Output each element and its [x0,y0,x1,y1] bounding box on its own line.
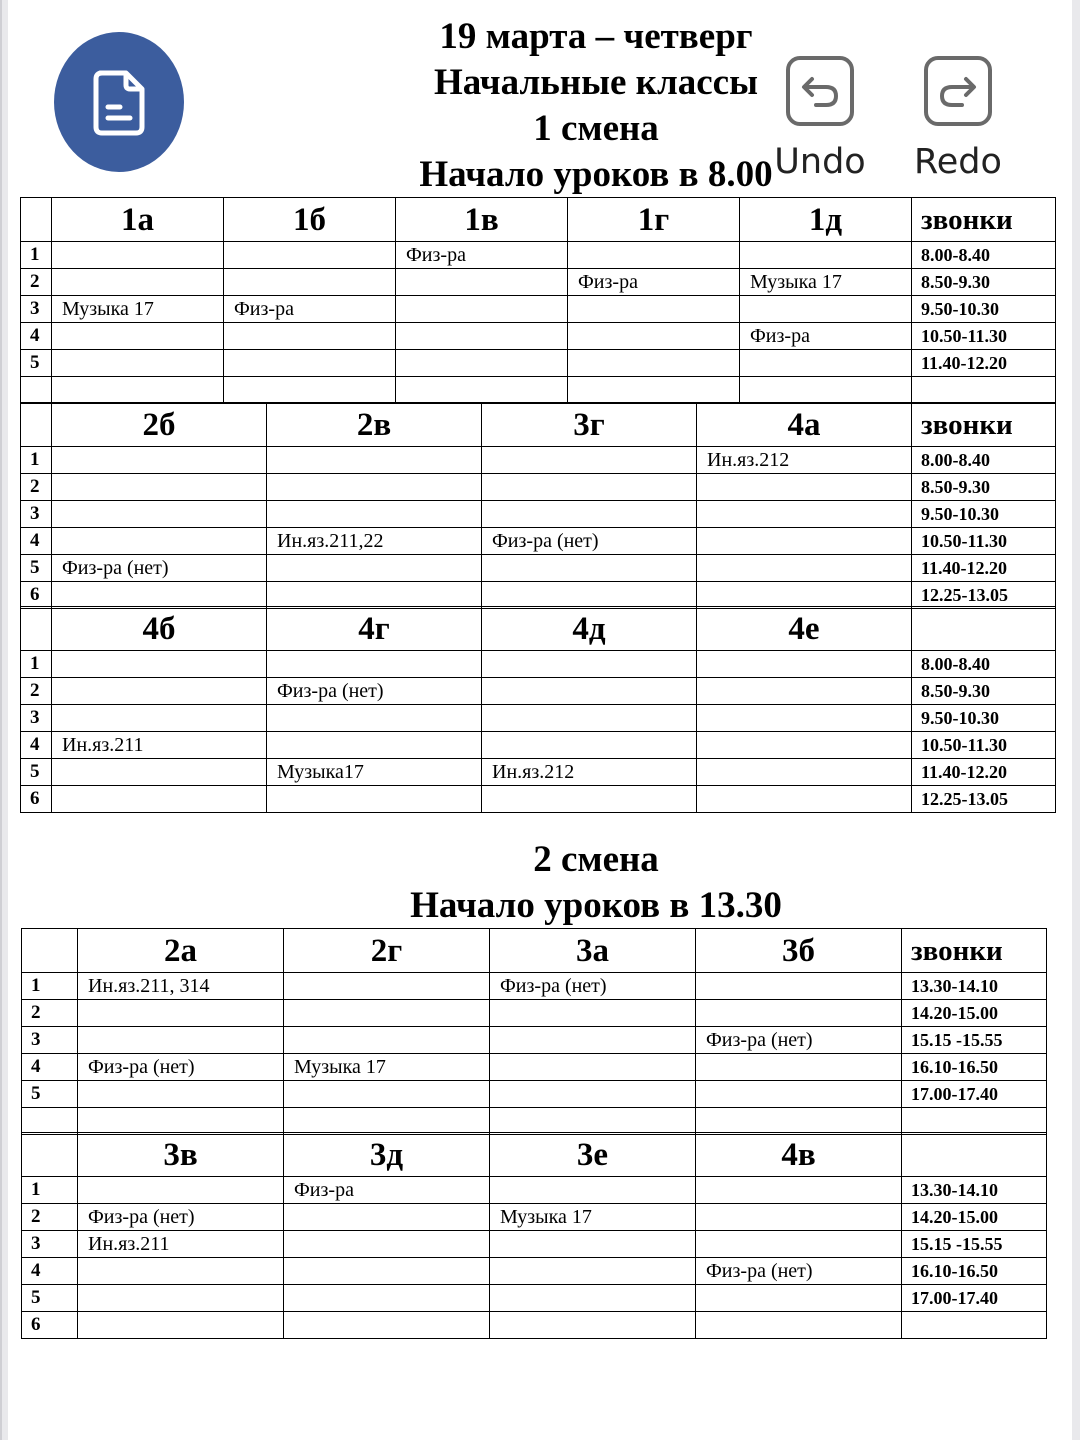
bells-header: звонки [912,198,1056,242]
lesson-cell [697,786,912,813]
table-header-row [21,403,1056,447]
table-row [21,759,1056,786]
bell-time: 9.50-10.30 [912,296,1056,323]
table-header-row [21,198,1056,242]
lesson-cell [267,582,482,609]
lesson-cell [568,377,740,404]
lesson-cell [740,242,912,269]
lesson-cell: Ин.яз.211 [52,732,267,759]
lesson-cell [284,973,490,1000]
bells-header [902,1133,1047,1177]
lesson-cell [482,732,697,759]
table-header-row [22,929,1047,973]
table-row [21,323,1056,350]
lesson-cell [697,705,912,732]
bell-time: 8.50-9.30 [912,269,1056,296]
lesson-cell [224,377,396,404]
class-header: 1д [740,198,912,242]
start1-line: Начало уроков в 8.00 [419,154,773,195]
lesson-cell [284,1258,490,1285]
class-header: 2б [52,403,267,447]
table-row [22,1027,1047,1054]
lesson-cell [696,1285,902,1312]
class-header: 2г [284,929,490,973]
lesson-cell [697,501,912,528]
lesson-number: 3 [22,1027,78,1054]
lesson-cell: Ин.яз.212 [482,759,697,786]
lesson-cell [697,678,912,705]
lesson-cell: Физ-ра [740,323,912,350]
lesson-cell [697,759,912,786]
lesson-number: 5 [22,1081,78,1108]
lesson-cell [284,1285,490,1312]
bell-time: 17.00-17.40 [902,1081,1047,1108]
lesson-number [21,377,52,404]
lesson-cell [224,350,396,377]
lesson-number: 2 [21,678,52,705]
bell-time: 16.10-16.50 [902,1258,1047,1285]
lesson-number: 4 [21,732,52,759]
lesson-cell [482,501,697,528]
lesson-cell [697,555,912,582]
lesson-cell [396,296,568,323]
lesson-cell: Музыка 17 [284,1054,490,1081]
lesson-number: 1 [22,1177,78,1204]
lesson-cell [696,973,902,1000]
lesson-number: 3 [21,705,52,732]
lesson-cell [267,447,482,474]
lesson-number: 5 [22,1285,78,1312]
bell-time [902,1108,1047,1135]
class-header: 2а [78,929,284,973]
bell-time: 16.10-16.50 [902,1054,1047,1081]
header-cell [21,198,52,242]
table-row [22,1081,1047,1108]
lesson-number [22,1108,78,1135]
schedule-table-shift1-group2 [20,402,1056,609]
class-header: 3в [78,1133,284,1177]
lesson-cell [224,242,396,269]
lesson-number: 6 [22,1312,78,1339]
schedule-table-shift2-group2 [21,1132,1047,1339]
lesson-cell [78,1258,284,1285]
lesson-cell [52,474,267,501]
lesson-number: 1 [22,973,78,1000]
lesson-cell [224,323,396,350]
lesson-cell [696,1054,902,1081]
schedule-table-shift1-group3 [20,606,1056,813]
lesson-cell [740,350,912,377]
lesson-cell [284,1312,490,1339]
bell-time: 10.50-11.30 [912,732,1056,759]
lesson-cell: Физ-ра (нет) [482,528,697,555]
lesson-cell: Физ-ра [224,296,396,323]
shift2-title [6,837,1080,929]
lesson-cell [52,242,224,269]
lesson-cell: Физ-ра (нет) [52,555,267,582]
lesson-cell [568,323,740,350]
table-row [21,732,1056,759]
lesson-cell [267,786,482,813]
lesson-number: 4 [21,528,52,555]
lesson-cell [396,269,568,296]
class-header: 4г [267,607,482,651]
table-header-row [21,607,1056,651]
lesson-cell [568,350,740,377]
lesson-cell [696,1108,902,1135]
lesson-cell: Музыка 17 [740,269,912,296]
undo-label: Undo [774,142,866,182]
class-header: 3е [490,1133,696,1177]
lesson-number: 2 [21,474,52,501]
lesson-cell [697,474,912,501]
lesson-cell [696,1204,902,1231]
section-line: Начальные классы [433,62,758,103]
lesson-cell [78,1108,284,1135]
lesson-cell: Физ-ра (нет) [78,1204,284,1231]
class-header: 3б [696,929,902,973]
lesson-number: 2 [22,1000,78,1027]
lesson-cell [267,732,482,759]
undo-button[interactable] [760,56,880,182]
lesson-cell [396,323,568,350]
lesson-cell [396,377,568,404]
lesson-cell [267,705,482,732]
lesson-cell: Физ-ра (нет) [490,973,696,1000]
lesson-number: 5 [21,759,52,786]
table-row [21,528,1056,555]
header-cell [21,403,52,447]
undo-icon [786,56,854,126]
table-row [21,582,1056,609]
schedule-table-shift1-grade1 [20,197,1056,404]
table-row [21,242,1056,269]
lesson-cell [697,651,912,678]
lesson-cell: Физ-ра [284,1177,490,1204]
bell-time: 8.00-8.40 [912,651,1056,678]
lesson-cell [490,1312,696,1339]
bell-time: 13.30-14.10 [902,1177,1047,1204]
lesson-cell [482,786,697,813]
table-row [21,377,1056,404]
class-header: 1а [52,198,224,242]
lesson-number: 3 [21,501,52,528]
class-header: 1в [396,198,568,242]
lesson-cell [284,1081,490,1108]
bells-header: звонки [902,929,1047,973]
lesson-cell [78,1081,284,1108]
lesson-number: 6 [21,786,52,813]
lesson-cell [284,1027,490,1054]
bell-time: 11.40-12.20 [912,350,1056,377]
header-cell [22,1133,78,1177]
table-row [21,296,1056,323]
lesson-cell [482,447,697,474]
lesson-cell [52,377,224,404]
start2-line: Начало уроков в 13.30 [410,885,782,926]
redo-label: Redo [914,142,1002,182]
lesson-cell: Ин.яз.211, 314 [78,973,284,1000]
lesson-cell [52,323,224,350]
lesson-number: 4 [22,1054,78,1081]
lesson-cell [267,555,482,582]
lesson-cell [696,1231,902,1258]
lesson-cell [696,1000,902,1027]
lesson-cell [490,1027,696,1054]
class-header: 2в [267,403,482,447]
lesson-number: 3 [22,1231,78,1258]
lesson-cell [284,1231,490,1258]
table-row [22,1054,1047,1081]
lesson-number: 3 [21,296,52,323]
lesson-number: 4 [22,1258,78,1285]
class-header: 3а [490,929,696,973]
lesson-cell [78,1285,284,1312]
lesson-cell [696,1177,902,1204]
lesson-cell [568,296,740,323]
lesson-cell [52,651,267,678]
bell-time: 15.15 -15.55 [902,1231,1047,1258]
table-row [22,1231,1047,1258]
table-row [21,501,1056,528]
lesson-number: 2 [22,1204,78,1231]
lesson-cell [696,1081,902,1108]
table-row [22,973,1047,1000]
lesson-cell [482,705,697,732]
table-row [21,269,1056,296]
bell-time: 10.50-11.30 [912,528,1056,555]
lesson-cell [52,678,267,705]
lesson-cell [78,1000,284,1027]
lesson-cell: Физ-ра (нет) [696,1027,902,1054]
table-row [22,1108,1047,1135]
lesson-cell [396,350,568,377]
bell-time: 13.30-14.10 [902,973,1047,1000]
lesson-cell [697,528,912,555]
lesson-cell [78,1027,284,1054]
table-row [21,447,1056,474]
lesson-cell [284,1000,490,1027]
lesson-cell [697,732,912,759]
table-row [21,678,1056,705]
schedule-table-shift2-group1 [21,928,1047,1135]
bell-time [912,377,1056,404]
lesson-cell: Физ-ра [396,242,568,269]
bell-time: 10.50-11.30 [912,323,1056,350]
lesson-cell [52,759,267,786]
table-row [21,651,1056,678]
class-header: 4д [482,607,697,651]
lesson-cell [284,1108,490,1135]
document-button[interactable] [54,32,184,172]
lesson-cell: Физ-ра (нет) [267,678,482,705]
lesson-cell [52,350,224,377]
lesson-cell [696,1312,902,1339]
bell-time: 14.20-15.00 [902,1000,1047,1027]
lesson-cell [490,1081,696,1108]
class-header: 3г [482,403,697,447]
lesson-cell [52,501,267,528]
lesson-cell: Ин.яз.212 [697,447,912,474]
document-icon [88,67,150,137]
lesson-cell [284,1204,490,1231]
bell-time: 11.40-12.20 [912,759,1056,786]
header-cell [22,929,78,973]
bells-header: звонки [912,403,1056,447]
lesson-number: 1 [21,447,52,474]
bell-time: 8.50-9.30 [912,678,1056,705]
class-header: 4в [696,1133,902,1177]
lesson-cell [740,377,912,404]
class-header: 1б [224,198,396,242]
lesson-cell [78,1312,284,1339]
table-header-row [22,1133,1047,1177]
bell-time: 8.00-8.40 [912,447,1056,474]
lesson-cell [740,296,912,323]
table-row [21,350,1056,377]
lesson-cell [490,1108,696,1135]
lesson-number: 2 [21,269,52,296]
bell-time: 17.00-17.40 [902,1285,1047,1312]
bell-time: 14.20-15.00 [902,1204,1047,1231]
date-line: 19 марта – четверг [439,16,753,57]
bell-time: 8.00-8.40 [912,242,1056,269]
lesson-number: 5 [21,350,52,377]
class-header: 4е [697,607,912,651]
lesson-number: 4 [21,323,52,350]
table-row [22,1312,1047,1339]
lesson-cell: Музыка 17 [52,296,224,323]
bell-time: 8.50-9.30 [912,474,1056,501]
lesson-number: 1 [21,651,52,678]
lesson-cell [482,651,697,678]
lesson-number: 5 [21,555,52,582]
lesson-cell [482,555,697,582]
bell-time: 15.15 -15.55 [902,1027,1047,1054]
bell-time: 12.25-13.05 [912,786,1056,813]
bell-time: 11.40-12.20 [912,555,1056,582]
lesson-cell: Физ-ра (нет) [696,1258,902,1285]
lesson-cell [224,269,396,296]
lesson-cell: Физ-ра [568,269,740,296]
lesson-cell [490,1285,696,1312]
class-header: 4а [697,403,912,447]
bell-time: 9.50-10.30 [912,705,1056,732]
lesson-cell: Ин.яз.211,22 [267,528,482,555]
bell-time [902,1312,1047,1339]
lesson-cell: Музыка 17 [490,1204,696,1231]
lesson-cell [490,1258,696,1285]
lesson-cell [267,651,482,678]
lesson-cell [78,1177,284,1204]
lesson-cell [568,242,740,269]
lesson-cell [490,1054,696,1081]
lesson-cell: Ин.яз.211 [78,1231,284,1258]
class-header: 1г [568,198,740,242]
lesson-cell [52,582,267,609]
lesson-cell [52,786,267,813]
shift2-line: 2 смена [533,839,659,880]
class-header: 3д [284,1133,490,1177]
bells-header [912,607,1056,651]
header-cell [21,607,52,651]
lesson-number: 1 [21,242,52,269]
table-row [21,555,1056,582]
lesson-cell [490,1177,696,1204]
lesson-cell [52,528,267,555]
lesson-cell [52,269,224,296]
lesson-cell [52,447,267,474]
table-row [22,1000,1047,1027]
lesson-cell [490,1000,696,1027]
table-row [22,1177,1047,1204]
redo-button[interactable] [898,56,1018,182]
lesson-cell: Музыка17 [267,759,482,786]
lesson-cell [267,474,482,501]
bell-time: 9.50-10.30 [912,501,1056,528]
lesson-cell [697,582,912,609]
lesson-cell [52,705,267,732]
viewer-edge [0,0,2,1440]
table-row [22,1258,1047,1285]
redo-icon [924,56,992,126]
class-header: 4б [52,607,267,651]
table-row [21,705,1056,732]
table-row [22,1204,1047,1231]
table-row [21,474,1056,501]
lesson-cell [267,501,482,528]
lesson-cell [490,1231,696,1258]
lesson-number: 6 [21,582,52,609]
bell-time: 12.25-13.05 [912,582,1056,609]
lesson-cell [482,582,697,609]
lesson-cell [482,678,697,705]
lesson-cell: Физ-ра (нет) [78,1054,284,1081]
lesson-cell [482,474,697,501]
shift1-line: 1 смена [533,108,659,149]
table-row [22,1285,1047,1312]
table-row [21,786,1056,813]
